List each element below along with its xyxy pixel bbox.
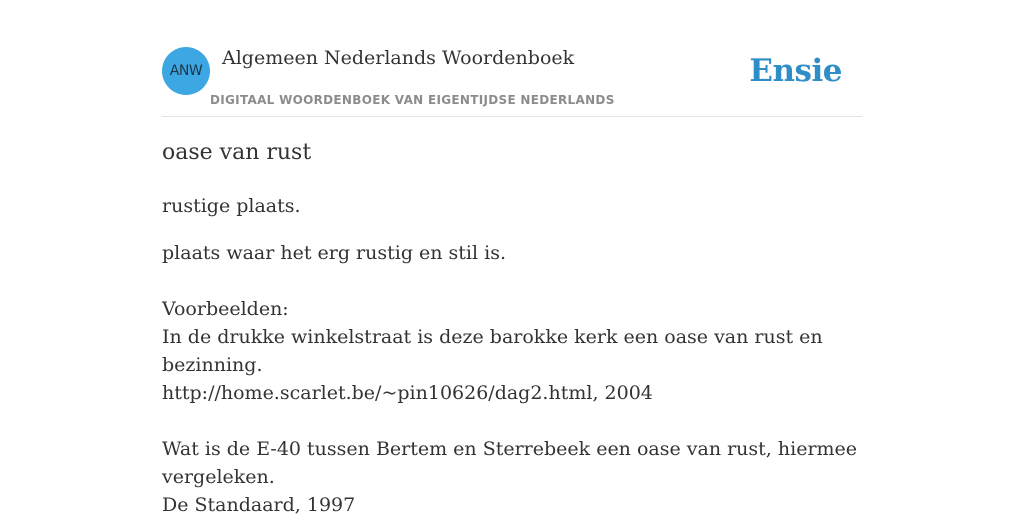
example-text: Wat is de E-40 tussen Bertem en Sterrebeek een oase van rust, hiermee vergeleken. (162, 438, 858, 488)
definition: plaats waar het erg rustig en stil is. (162, 242, 506, 264)
example-source: De Standaard, 1997 (162, 494, 356, 516)
site-header (162, 45, 862, 117)
examples-label: Voorbeelden: (162, 298, 289, 320)
ensie-brand-logo[interactable]: Ensie (749, 53, 842, 89)
spacer (162, 407, 862, 435)
example-source: http://home.scarlet.be/~pin10626/dag2.html, 2004 (162, 382, 653, 404)
anw-logo[interactable] (162, 47, 210, 95)
example-text: In de drukke winkelstraat is deze barokke kerk een oase van rust en bezinning. (162, 326, 823, 376)
logo-text: ANW (169, 63, 203, 79)
dictionary-title[interactable]: Algemeen Nederlands Woordenboek (222, 47, 575, 69)
headword: oase van rust (162, 140, 312, 165)
dictionary-subtitle: DIGITAAL WOORDENBOEK VAN EIGENTIJDSE NEDERLANDS (210, 93, 615, 107)
short-definition: rustige plaats. (162, 195, 301, 217)
entry-content (162, 192, 862, 519)
spacer (162, 267, 862, 295)
